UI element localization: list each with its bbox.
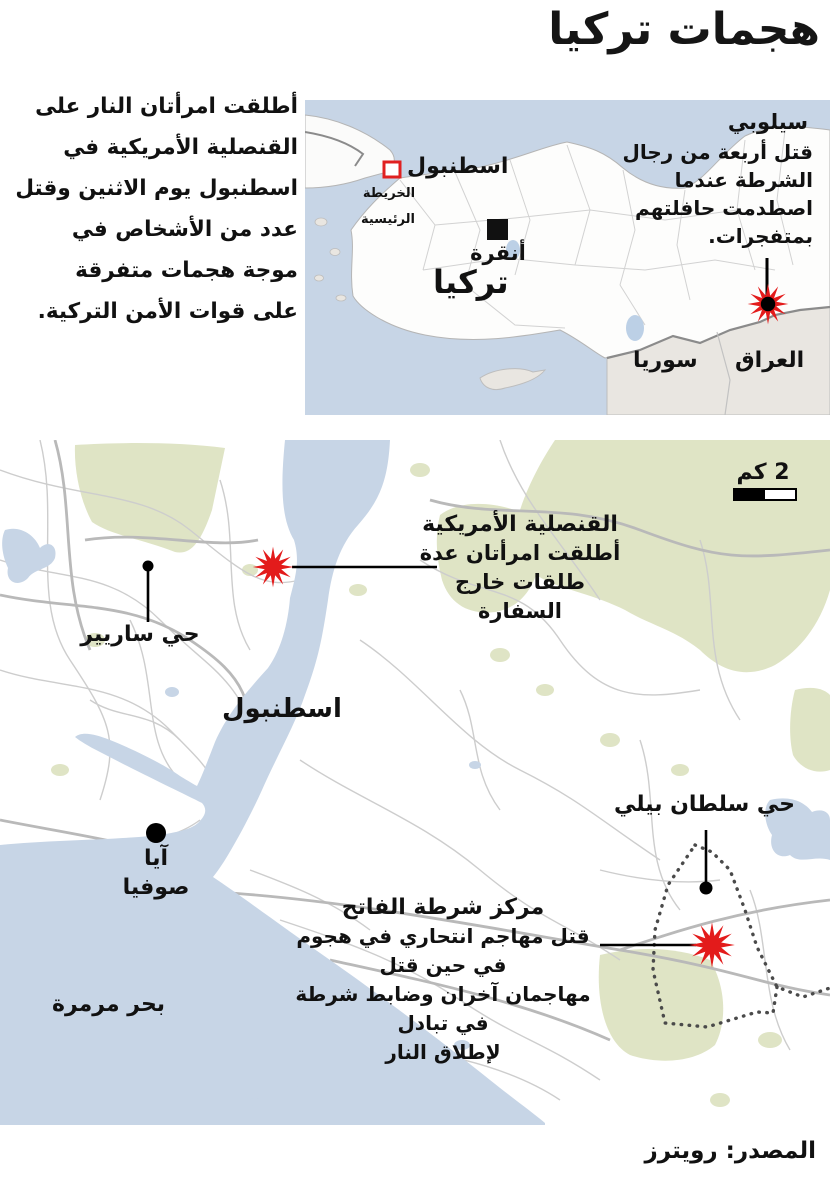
text-line: قتل أربعة من رجال (622, 140, 813, 164)
lake-van (626, 315, 644, 341)
small-lake (469, 761, 481, 769)
scale-bar (733, 488, 797, 501)
silopi-text (623, 138, 813, 250)
text-line: صوفيا (122, 875, 190, 900)
istanbul-inset-label: اسطنبول (407, 154, 509, 179)
fatih-annotation (278, 893, 608, 1067)
page-title: هجمات تركيا (548, 4, 820, 55)
turkey-country-label: تركيا (433, 263, 509, 301)
consulate-title: القنصلية الأمريكية (422, 512, 618, 537)
sariyer-dot-marker (143, 561, 154, 572)
ankara-label: أنقرة (470, 241, 526, 265)
istanbul-box-marker (384, 162, 400, 177)
text-line: آيا (143, 846, 169, 871)
text-line: موجة هجمات متفرقة (75, 258, 298, 283)
hagia-sophia-label (106, 844, 206, 902)
intro-paragraph (4, 86, 298, 332)
text-line: السفارة (478, 599, 562, 623)
sultanbeyli-dot-marker (700, 882, 713, 895)
sultanbeyli-label: حي سلطان بيلي (614, 792, 795, 817)
text-line: لإطلاق النار (385, 1040, 501, 1064)
text-line: مهاجمان آخران وضابط شرطة في تبادل (295, 982, 591, 1035)
small-lake (165, 687, 179, 697)
text-line: الشرطة عندما (674, 168, 813, 192)
syria-label: سوريا (633, 348, 698, 373)
small-island (249, 1098, 261, 1106)
text-line: اصطدمت حافلتهم (635, 196, 813, 220)
inset-note-line2: الرئيسية (360, 212, 416, 227)
text-line: اسطنبول يوم الاثنين وقتل (15, 176, 298, 201)
text-line: بمتفجرات. (708, 224, 813, 248)
text-line: القنصلية الأمريكية في (63, 135, 298, 160)
istanbul-main-map (0, 440, 830, 1125)
istanbul-city-label: اسطنبول (222, 694, 342, 724)
ankara-square-marker (487, 219, 508, 240)
source-credit: المصدر: رويترز (644, 1138, 816, 1164)
text-line: عدد من الأشخاص في (71, 217, 298, 242)
iraq-label: العراق (735, 348, 805, 373)
consulate-annotation (415, 510, 625, 626)
marmara-sea-label: بحر مرمرة (52, 992, 166, 1017)
text-line: أطلقت امرأتان عدة طلقات خارج (419, 541, 621, 594)
princes-island (266, 1077, 298, 1099)
text-line: أطلقت امرأتان النار على (35, 94, 298, 119)
text-line: على قوات الأمن التركية. (37, 299, 298, 324)
scale-label: 2 كم (736, 460, 790, 485)
text-line: قتل مهاجم انتحاري في هجوم في حين قتل (296, 924, 590, 977)
hagia-sophia-dot-marker (146, 823, 166, 843)
sariyer-label: حي ساريير (80, 622, 200, 647)
fatih-title: مركز شرطة الفاتح (341, 895, 545, 920)
silopi-title: سيلوبي (727, 110, 808, 134)
inset-note-line1: الخريطة (362, 186, 416, 201)
turkey-locator-map (305, 100, 830, 415)
